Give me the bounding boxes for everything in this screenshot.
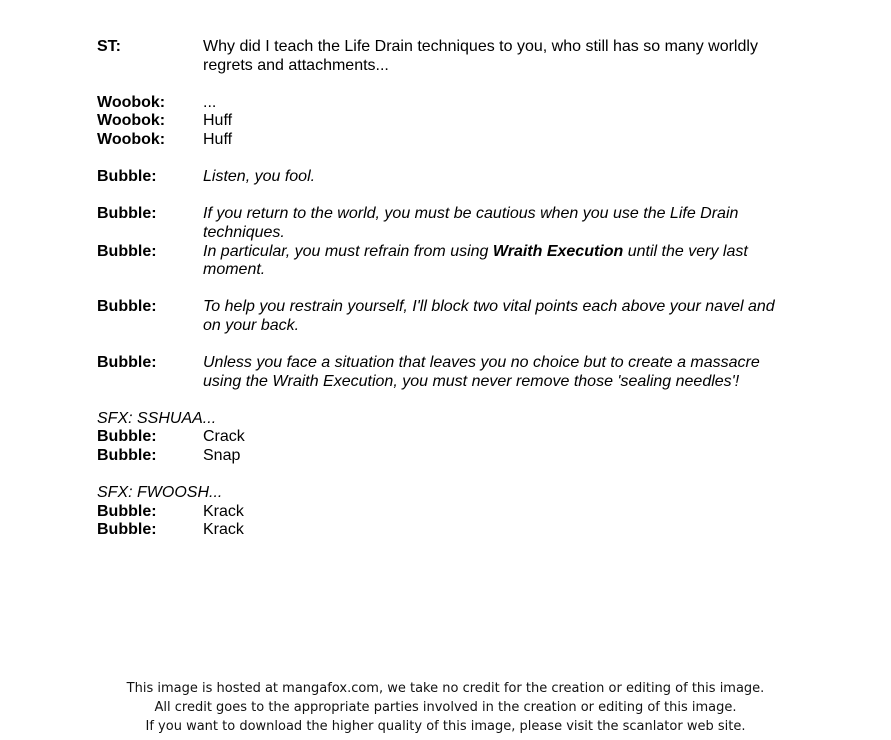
- spacer: [97, 187, 777, 206]
- script-line: [97, 503, 777, 522]
- dialogue-text-part: In particular, you must refrain from using: [203, 242, 493, 260]
- spacer: [97, 75, 777, 94]
- script-line: [97, 447, 777, 466]
- script-line: [97, 428, 777, 447]
- technique-name: Wraith Execution: [492, 242, 624, 260]
- dialogue-text: Unless you face a situation that leaves you no choice but to create a massacre using the Wraith Execution, you must never remove those 'sealing needles'!: [203, 354, 760, 390]
- speaker-label: Woobok:: [97, 112, 166, 130]
- script-line: [97, 131, 777, 150]
- speaker-label: Bubble:: [97, 521, 157, 539]
- dialogue-text: Krack: [203, 502, 244, 520]
- spacer: [97, 336, 777, 355]
- script-line: [97, 521, 777, 540]
- spacer: [97, 280, 777, 299]
- spacer: [97, 150, 777, 169]
- disclaimer-line: This image is hosted at mangafox.com, we take no credit for the creation or editing of this image.: [126, 681, 765, 696]
- dialogue-text: ...: [203, 93, 217, 111]
- script-line: [97, 205, 777, 242]
- script-line: [97, 354, 777, 391]
- translation-script: [97, 38, 777, 540]
- sfx-line: SFX: SSHUAA...: [97, 409, 217, 427]
- dialogue-text: If you return to the world, you must be cautious when you use the Life Drain techniques.: [203, 205, 739, 241]
- speaker-label: Woobok:: [97, 93, 166, 111]
- dialogue-text: [203, 243, 777, 280]
- dialogue-text: Huff: [203, 112, 233, 130]
- script-line: [97, 298, 777, 335]
- speaker-label: Bubble:: [97, 298, 157, 316]
- script-line: [97, 112, 777, 131]
- script-line: [97, 168, 777, 187]
- script-line: [97, 38, 777, 75]
- speaker-label: Bubble:: [97, 168, 157, 186]
- script-line: [97, 243, 777, 280]
- disclaimer-line: If you want to download the higher quality of this image, please visit the scanlator web site.: [145, 719, 746, 734]
- dialogue-text: Why did I teach the Life Drain techniques to you, who still has so many worldly regrets and attachments...: [203, 38, 758, 74]
- spacer: [97, 391, 777, 410]
- speaker-label: Bubble:: [97, 502, 157, 520]
- spacer: [97, 466, 777, 485]
- dialogue-text: Snap: [203, 447, 241, 465]
- dialogue-text: Crack: [203, 428, 245, 446]
- speaker-label: Bubble:: [97, 205, 157, 223]
- speaker-label: Bubble:: [97, 428, 157, 446]
- speaker-label: Bubble:: [97, 447, 157, 465]
- script-line: [97, 94, 777, 113]
- speaker-label: Bubble:: [97, 242, 157, 260]
- disclaimer-line: All credit goes to the appropriate parties involved in the creation or editing of this image.: [154, 700, 737, 715]
- sfx-line: SFX: FWOOSH...: [97, 484, 223, 502]
- hosting-disclaimer: [0, 679, 891, 736]
- speaker-label: Bubble:: [97, 354, 157, 372]
- dialogue-text: Huff: [203, 130, 233, 148]
- speaker-label: Woobok:: [97, 130, 166, 148]
- dialogue-text: Krack: [203, 521, 244, 539]
- dialogue-text-part: until the very last moment.: [203, 242, 748, 279]
- dialogue-text: Listen, you fool.: [203, 168, 316, 186]
- speaker-label: ST:: [97, 38, 121, 55]
- dialogue-text: To help you restrain yourself, I'll block two vital points each above your navel and on your back.: [203, 298, 775, 334]
